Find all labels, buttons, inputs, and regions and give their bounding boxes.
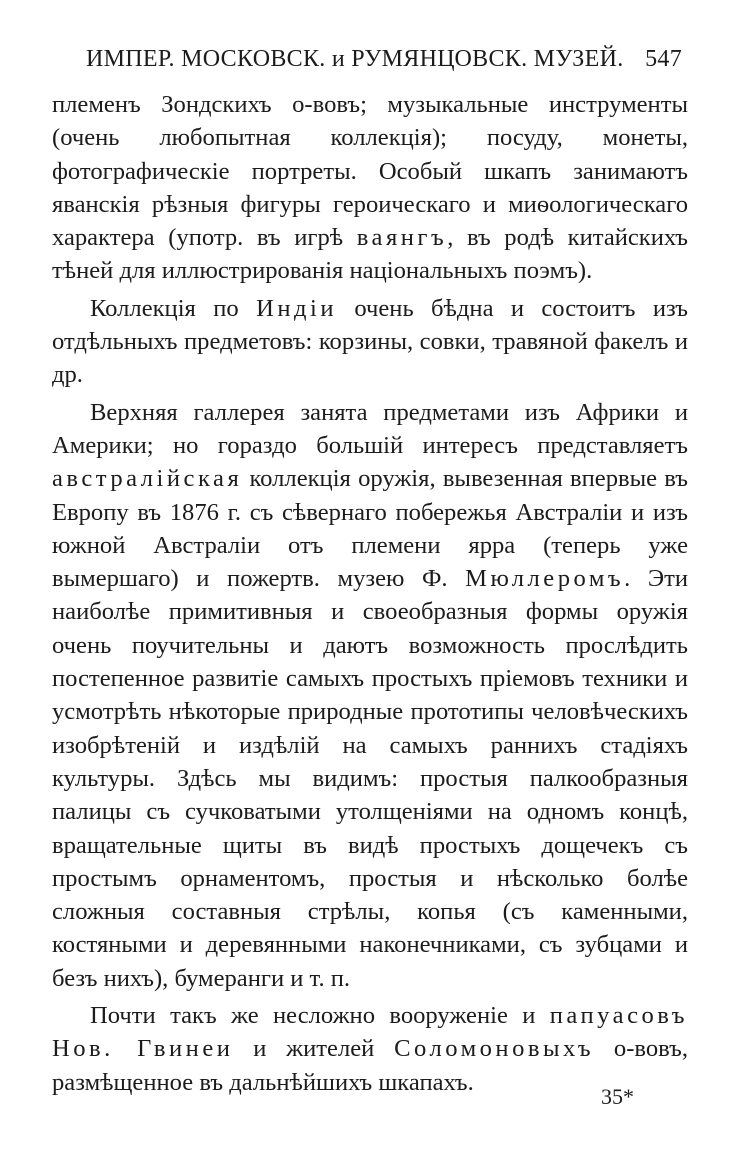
text-run: Коллекція по	[90, 294, 257, 322]
paragraph-1	[52, 88, 688, 288]
page-number: 547	[645, 46, 682, 72]
text-run: племенъ Зондскихъ о-вовъ; музыкальные инструменты (очень любопытная коллекція); посуду, монеты, фотографическіе портреты. Особый шкапъ занимаютъ яванскія рѣзныя фигуры героическаго и миѳологическаго характера (употр. въ игрѣ	[52, 91, 688, 252]
body-text	[52, 88, 688, 1099]
text-run: , въ родѣ китайскихъ тѣней для иллюстрированія національныхъ поэмъ).	[52, 224, 688, 285]
text-run: и жителей	[233, 1035, 395, 1063]
spaced-term: австралійская	[52, 465, 243, 493]
spaced-term: Соломоновыхъ	[394, 1035, 595, 1063]
spaced-term: ваянгъ	[356, 224, 448, 252]
running-title: ИМПЕР. МОСКОВСК. и РУМЯНЦОВСК. МУЗЕЙ.	[86, 46, 624, 72]
text-run: очень бѣдна и состоитъ изъ отдѣльныхъ предметовъ: корзины, совки, травяной факелъ и др.	[52, 294, 689, 389]
text-run: . Эти наиболѣе примитивныя и своеобразныя формы оружія очень поучительны и даютъ возможность прослѣдить постепенное развитіе самыхъ простыхъ пріемовъ техники и усмотрѣть нѣкоторые природные прототипы человѣческихъ изобрѣтеній и издѣлій на самыхъ раннихъ стадіяхъ культуры. Здѣсь мы видимъ: простыя палкообразныя палицы съ сучковатыми утолщеніями на одномъ концѣ, вращательные щиты въ видѣ простыхъ дощечекъ съ простымъ орнаментомъ, простыя и нѣсколько болѣе сложныя составныя стрѣлы, копья (съ каменными, костяными и деревянными наконечниками, съ зубцами и безъ нихъ), бумеранги и т. п.	[52, 565, 688, 992]
paragraph-2	[52, 292, 688, 392]
paragraph-3	[52, 396, 688, 995]
text-run: Почти такъ же несложно вооруженіе и	[90, 1002, 550, 1030]
spaced-term: папуасовъ Нов. Гвинеи	[52, 1002, 688, 1063]
spaced-term: Мюллеромъ	[465, 565, 625, 593]
spaced-term: Индіи	[256, 294, 337, 322]
book-page	[52, 40, 688, 1140]
text-run: коллекція оружія, вывезенная впервые въ Европу въ 1876 г. съ сѣвернаго побережья Австраліи и изъ южной Австраліи отъ племени ярра (теперь уже вымершаго) и пожертв. музею Ф.	[52, 465, 688, 593]
signature-mark: 35*	[601, 1084, 634, 1109]
paragraph-4	[52, 999, 688, 1099]
text-run: Верхняя галлерея занята предметами изъ Африки и Америки; но гораздо большій интересъ представляетъ	[52, 398, 688, 459]
running-header	[52, 40, 688, 88]
text-run: о-вовъ, размѣщенное въ дальнѣйшихъ шкапахъ.	[52, 1035, 688, 1096]
